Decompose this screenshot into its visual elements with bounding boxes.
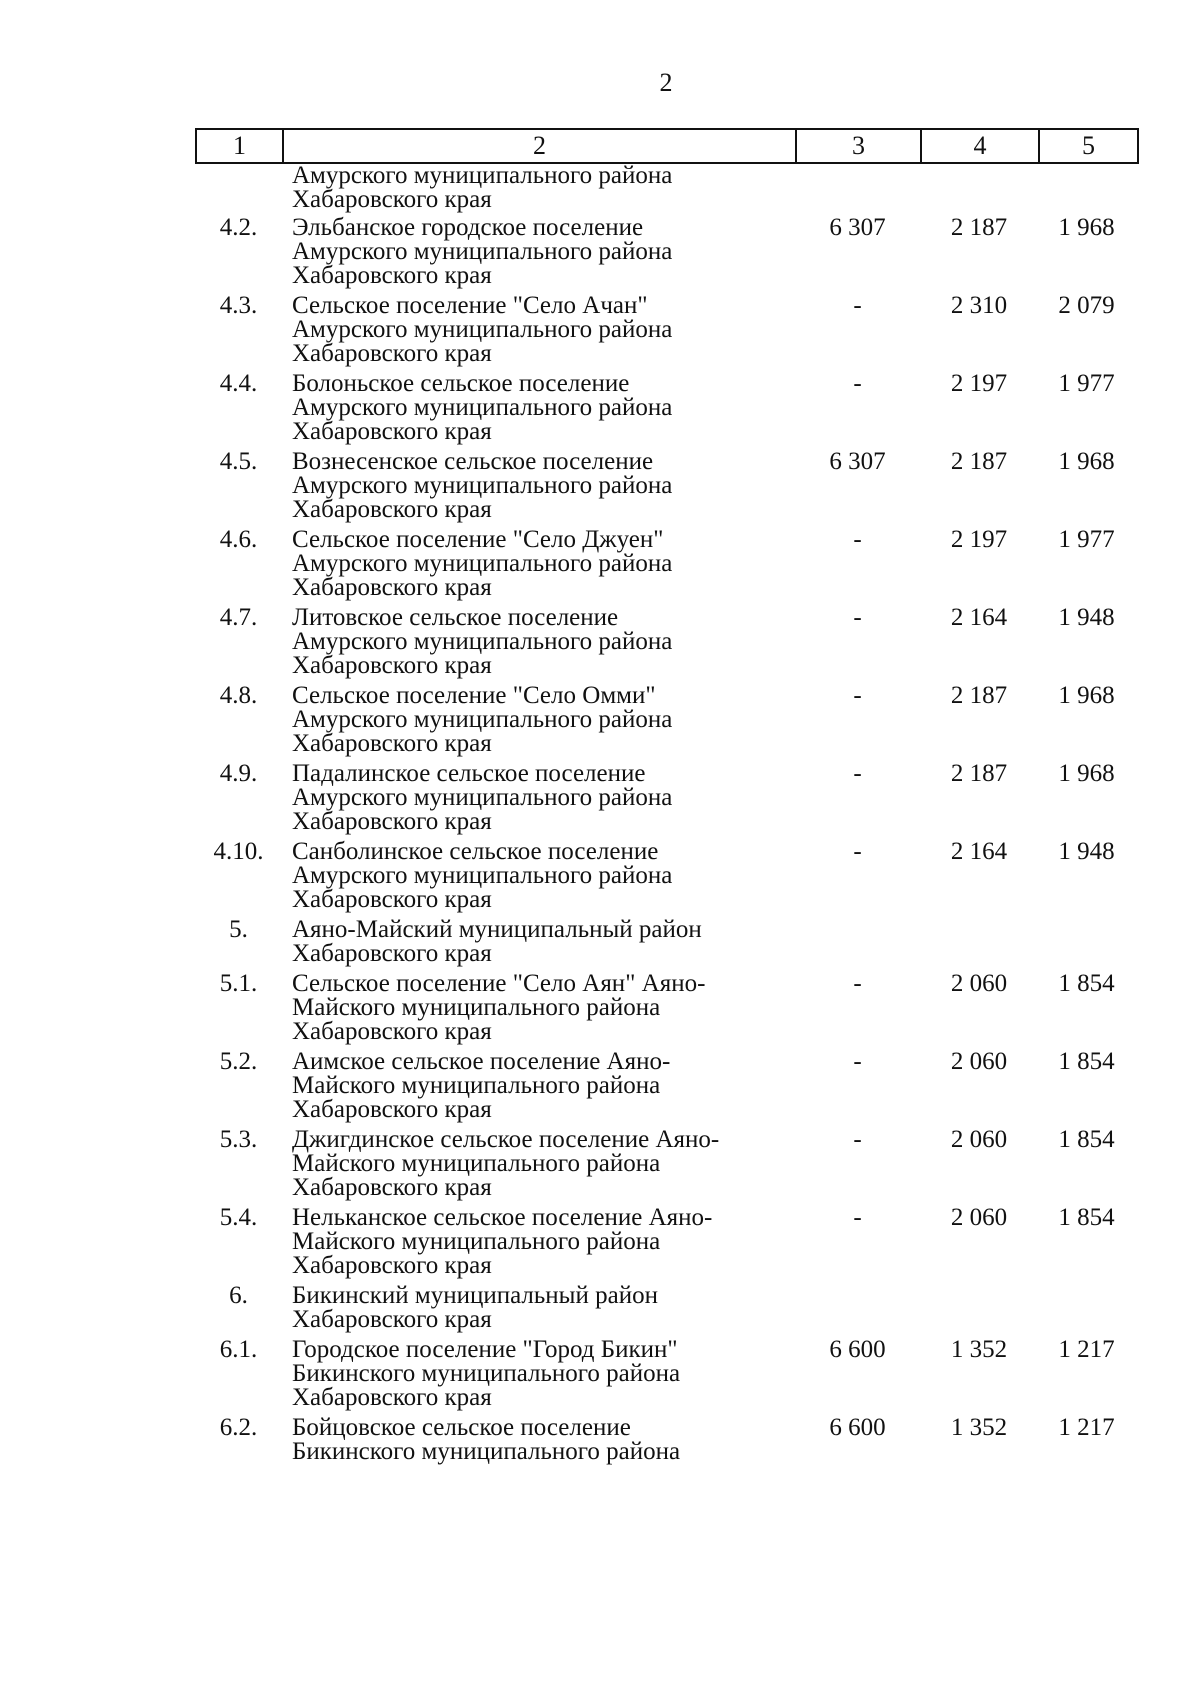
table-row <box>195 918 1139 972</box>
row-name: Падалинское сельское поселение Амурского муниципального района Хабаровского края <box>292 760 673 835</box>
row-value-4: 2 060 <box>950 1204 1008 1231</box>
row-value-3 <box>795 1284 920 1338</box>
header-cell-1: 1 <box>197 130 284 162</box>
row-value-5: 1 968 <box>1058 760 1115 787</box>
row-value-3: - <box>853 370 862 397</box>
table-row <box>195 972 1139 1050</box>
row-value-3: - <box>853 838 862 865</box>
row-number: 4.10. <box>213 838 264 865</box>
row-name: Бикинский муниципальный район Хабаровского края <box>292 1282 658 1333</box>
header-cell-5: 5 <box>1082 131 1095 160</box>
row-name: Бойцовское сельское поселение Бикинского муниципального района <box>292 1414 681 1465</box>
row-number: 5.3. <box>219 1126 258 1153</box>
row-value-4: 2 197 <box>950 370 1008 397</box>
row-value-5: 1 854 <box>1058 1048 1115 1075</box>
row-number: 4.3. <box>219 292 258 319</box>
row-value-5: 1 948 <box>1058 838 1115 865</box>
row-value-3: - <box>853 1048 862 1075</box>
row-value-4: 2 187 <box>950 760 1008 787</box>
table-row <box>195 528 1139 606</box>
row-value-4: 2 187 <box>950 448 1008 475</box>
table-row <box>195 1284 1139 1338</box>
row-value-4: 2 060 <box>950 970 1008 997</box>
row-value-4 <box>920 164 1038 216</box>
table-row <box>195 1206 1139 1284</box>
row-number: 4.6. <box>219 526 258 553</box>
row-value-5: 1 977 <box>1058 526 1115 553</box>
row-name: Болоньское сельское поселение Амурского муниципального района Хабаровского края <box>292 370 673 445</box>
header-cell-3: 3 <box>797 130 922 162</box>
row-value-5: 1 854 <box>1058 1204 1115 1231</box>
row-value-3: - <box>853 292 862 319</box>
row-number: 5.4. <box>219 1204 258 1231</box>
table-row <box>195 164 1139 216</box>
row-value-5: 1 968 <box>1058 682 1115 709</box>
row-name: Нельканское сельское поселение Аяно- Майского муниципального района Хабаровского края <box>292 1204 713 1279</box>
row-value-5: 1 217 <box>1058 1414 1115 1441</box>
row-value-4 <box>920 918 1038 972</box>
table-row <box>195 1050 1139 1128</box>
row-value-4 <box>920 1284 1038 1338</box>
row-value-4: 2 310 <box>950 292 1008 319</box>
row-number: 4.4. <box>219 370 258 397</box>
row-name: Аяно-Майский муниципальный район Хабаровского края <box>292 916 702 967</box>
row-name: Вознесенское сельское поселение Амурского муниципального района Хабаровского края <box>292 448 673 523</box>
row-name: Санболинское сельское поселение Амурского муниципального района Хабаровского края <box>292 838 673 913</box>
row-value-4: 2 060 <box>950 1048 1008 1075</box>
header-cell-2: 2 <box>284 130 797 162</box>
row-value-3: - <box>853 526 862 553</box>
row-value-5: 1 854 <box>1058 970 1115 997</box>
row-value-3: 6 307 <box>829 448 886 475</box>
row-value-5 <box>1038 164 1135 216</box>
row-value-5 <box>1038 918 1135 972</box>
row-value-3: 6 307 <box>829 214 886 241</box>
row-number: 4.5. <box>219 448 258 475</box>
row-value-3: 6 600 <box>829 1414 886 1441</box>
row-name: Джигдинское сельское поселение Аяно- Майского муниципального района Хабаровского края <box>292 1126 720 1201</box>
row-name: Сельское поселение "Село Ачан" Амурского муниципального района Хабаровского края <box>292 292 673 367</box>
row-value-5: 1 977 <box>1058 370 1115 397</box>
row-value-3: - <box>853 1204 862 1231</box>
row-value-4: 2 187 <box>950 214 1008 241</box>
row-value-5: 1 968 <box>1058 448 1115 475</box>
table-row <box>195 1416 1139 1470</box>
row-value-3: - <box>853 1126 862 1153</box>
row-name: Амурского муниципального района Хабаровского края <box>292 162 673 213</box>
row-value-4: 1 352 <box>950 1414 1008 1441</box>
row-value-4: 2 187 <box>950 682 1008 709</box>
header-cell-4: 4 <box>922 130 1040 162</box>
row-name: Литовское сельское поселение Амурского муниципального района Хабаровского края <box>292 604 673 679</box>
table-row <box>195 840 1139 918</box>
table-row <box>195 1128 1139 1206</box>
table-row <box>195 762 1139 840</box>
table-row <box>195 606 1139 684</box>
row-value-5: 1 948 <box>1058 604 1115 631</box>
row-number: 4.8. <box>219 682 258 709</box>
row-value-4: 2 060 <box>950 1126 1008 1153</box>
row-value-5: 1 968 <box>1058 214 1115 241</box>
row-number: 6.2. <box>219 1414 258 1441</box>
row-value-5: 1 217 <box>1058 1336 1115 1363</box>
row-value-3: - <box>853 970 862 997</box>
row-number: 6.1. <box>219 1336 258 1363</box>
table-header <box>195 128 1139 164</box>
row-name: Сельское поселение "Село Джуен" Амурского муниципального района Хабаровского края <box>292 526 673 601</box>
row-value-4: 2 164 <box>950 838 1008 865</box>
row-value-3: - <box>853 682 862 709</box>
row-value-4: 2 164 <box>950 604 1008 631</box>
table-row <box>195 216 1139 294</box>
row-value-5: 2 079 <box>1058 292 1115 319</box>
row-number: 4.7. <box>219 604 258 631</box>
table-row <box>195 684 1139 762</box>
row-value-3: - <box>853 760 862 787</box>
row-number: 6. <box>229 1282 248 1309</box>
row-value-5: 1 854 <box>1058 1126 1115 1153</box>
row-number <box>195 164 282 216</box>
row-number: 5.1. <box>219 970 258 997</box>
row-number: 4.2. <box>219 214 258 241</box>
row-name: Аимское сельское поселение Аяно- Майского муниципального района Хабаровского края <box>292 1048 671 1123</box>
row-number: 5. <box>229 916 248 943</box>
row-value-3 <box>795 918 920 972</box>
row-value-4: 1 352 <box>950 1336 1008 1363</box>
table-row <box>195 450 1139 528</box>
row-name: Сельское поселение "Село Омми" Амурского муниципального района Хабаровского края <box>292 682 673 757</box>
row-value-3 <box>795 164 920 216</box>
row-value-3: 6 600 <box>829 1336 886 1363</box>
row-value-3: - <box>853 604 862 631</box>
table-row <box>195 1338 1139 1416</box>
row-name: Сельское поселение "Село Аян" Аяно- Майского муниципального района Хабаровского края <box>292 970 706 1045</box>
table-row <box>195 294 1139 372</box>
row-number: 4.9. <box>219 760 258 787</box>
page-number: 2 <box>659 68 673 97</box>
row-value-5 <box>1038 1284 1135 1338</box>
row-number: 5.2. <box>219 1048 258 1075</box>
row-name: Эльбанское городское поселение Амурского муниципального района Хабаровского края <box>292 214 673 289</box>
row-name: Городское поселение "Город Бикин" Бикинского муниципального района Хабаровского края <box>292 1336 681 1411</box>
row-value-4: 2 197 <box>950 526 1008 553</box>
table-row <box>195 372 1139 450</box>
table-body <box>195 164 1139 1470</box>
